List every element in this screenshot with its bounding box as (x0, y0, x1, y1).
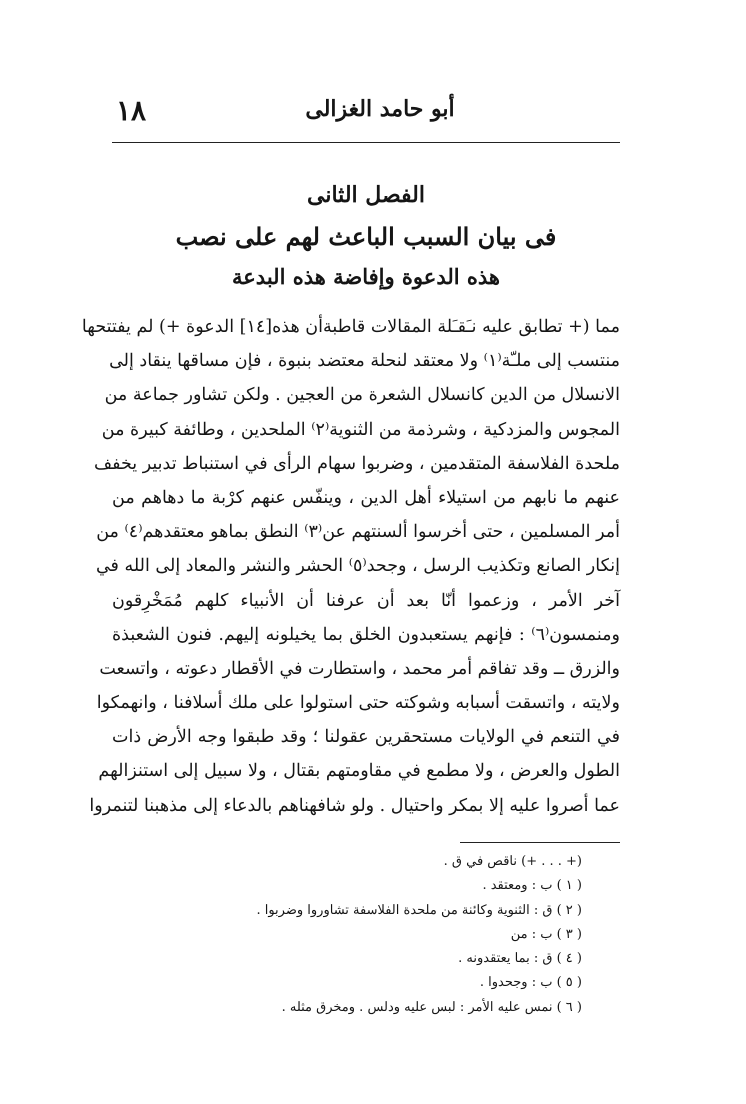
footnote: ( ٦ ) نمس عليه الأمر : لبس عليه ودلس . ومخرق مثله . (281, 999, 582, 1015)
body-line: والزرق ــ وقد تفاقم أمر محمد ، واستطارت في الأقطار دعوته ، واتسعت (99, 658, 620, 679)
header-divider (112, 142, 620, 143)
body-line: ومنمسون⁽٦⁾ : فإنهم يستعبدون الخلق بما يخيلونه إليهم. فنون الشعبذة (112, 624, 620, 645)
body-line: الانسلال من الدين كانسلال الشعرة من العجين . ولكن تشاور جماعة من (104, 385, 620, 406)
body-line: في التنعم في الولايات مستحقرين عقولنا ؛ وقد طبقوا وجه الأرض ذات (112, 727, 620, 748)
body-line: إنكار الصانع وتكذيب الرسل ، وجحد⁽٥⁾ الحشر والنشر والمعاد إلى الله في (95, 556, 620, 577)
footnote: (+ . . . +) ناقص في ق . (443, 854, 582, 869)
body-paragraph (81, 310, 620, 823)
body-line: عنهم ما نابهم من استيلاء أهل الدين ، وينفّس عنهم كرْبة ما دهاهم من (112, 487, 620, 508)
footnote: ( ٣ ) ب : من (510, 926, 582, 942)
footnote: ( ٥ ) ب : وجحدوا . (479, 975, 582, 991)
body-line: ملحدة الفلاسفة المتقدمين ، وضربوا سهام الرأى في استنباط تدبير يخفف (94, 453, 620, 474)
footnote: ( ٤ ) ق : بما يعتقدونه . (458, 951, 582, 967)
body-line: ولايته ، واتسقت أسبابه وشوكته حتى استولوا على ملك أسلافنا ، وانهمكوا (96, 693, 620, 714)
footnote: ( ٢ ) ق : الثنوية وكائنة من ملحدة الفلاسفة تشاوروا وضربوا . (256, 902, 582, 918)
running-title: أبو حامد الغزالى (305, 96, 455, 122)
body-line: المجوس والمزدكية ، وشرذمة من الثنوية⁽٢⁾ الملحدين ، وطائفة كبيرة من (101, 419, 620, 440)
footnote: ( ١ ) ب : ومعتقد . (482, 878, 582, 894)
body-line: عما أصروا عليه إلا بمكر واحتيال . ولو شافهناهم بالدعاء إلى مذهبنا لتنمروا (89, 795, 620, 816)
body-line: آخر الأمر ، وزعموا أنّا بعد أن عرفنا أن الأنبياء كلهم مُمَخْرِقون (112, 590, 620, 611)
chapter-subtitle-line-1: فى بيان السبب الباعث لهم على نصب (175, 222, 557, 251)
footnote-divider (460, 842, 620, 843)
body-line: الطول والعرض ، ولا مطمع في مقاومتهم بقتال ، ولا سبيل إلى استنزالهم (98, 761, 620, 782)
body-line: مما (+ تطابق عليه نـَقـَلة المقالات قاطبةأن هذه[١٤] الدعوة +) لم يفتتحها (81, 317, 620, 337)
footnotes-list (112, 850, 582, 1020)
page-number: ١٨ (116, 94, 147, 127)
chapter-title: الفصل الثانى (307, 182, 425, 208)
body-line: أمر المسلمين ، حتى أخرسوا ألسنتهم عن⁽٣⁾ النطق بماهو معتقدهم⁽٤⁾ من (96, 522, 620, 543)
body-line: منتسب إلى ملـّة⁽١⁾ ولا معتقد لنحلة معتضد بنبوة ، فإن مساقها ينقاد إلى (109, 351, 620, 372)
chapter-subtitle-line-2: هذه الدعوة وإفاضة هذه البدعة (232, 264, 500, 289)
